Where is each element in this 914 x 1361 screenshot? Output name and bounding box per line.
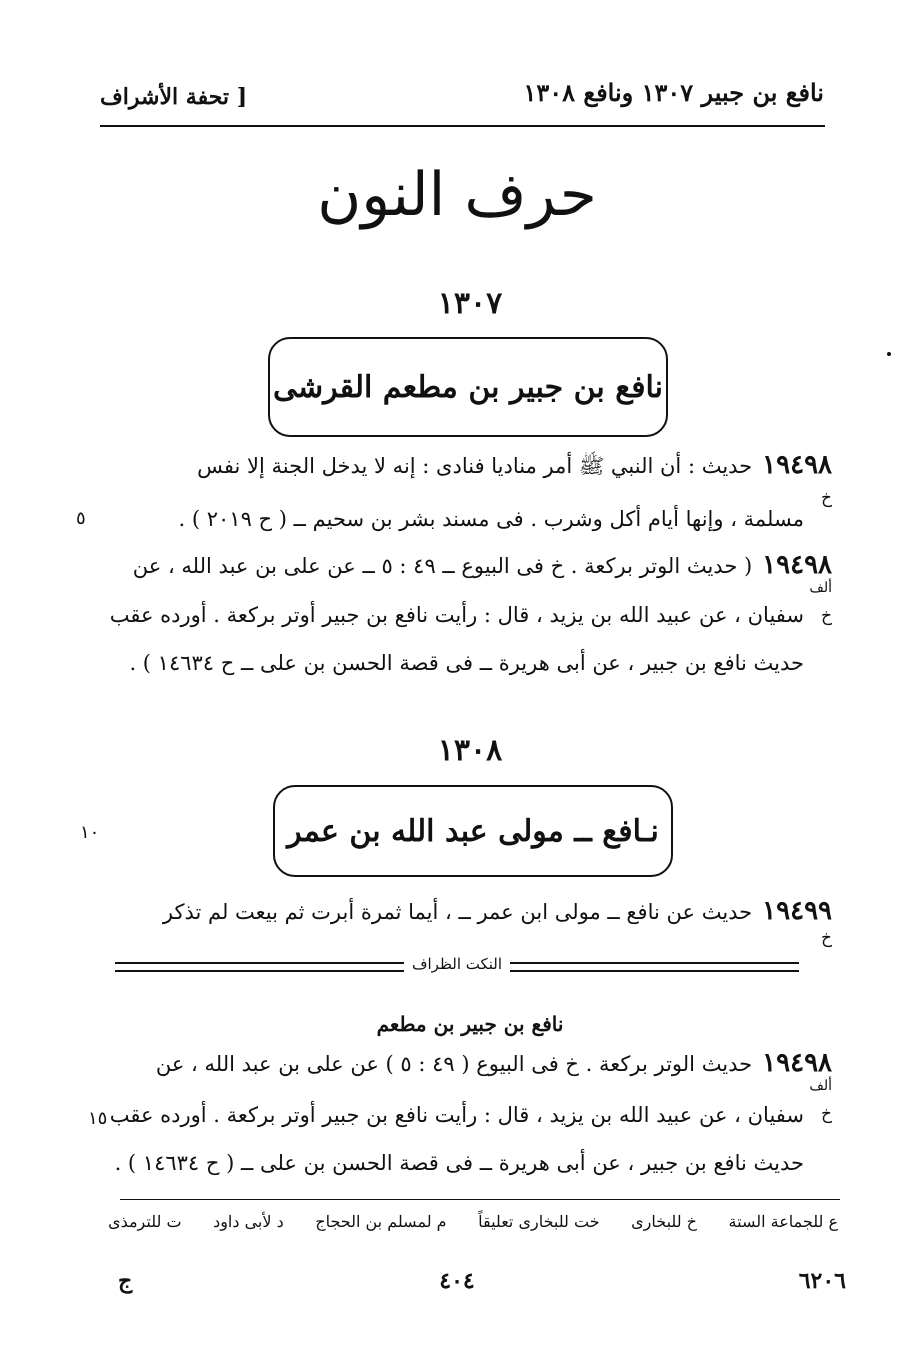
hadith-text: ( حديث الوتر بركعة . خ فى البيوع ــ ٤٩ : ٥ ــ عن على بن عبد الله ، عن <box>132 554 753 578</box>
source-marker: خ <box>821 488 832 508</box>
hadith-text: حديث : أن النبي ﷺ أمر مناديا فنادى : إنه لا يدخل الجنة إلا نفس <box>197 454 753 478</box>
narrator-name: نـافع ــ مولى عبد الله بن عمر <box>287 813 659 849</box>
legend-item: خ للبخارى <box>631 1212 697 1231</box>
hadith-entry-line <box>102 1048 832 1079</box>
hadith-entry-line: سفيان ، عن عبيد الله بن يزيد ، قال : رأيت نافع بن جبير أوتر بركعة . أورده عقب <box>109 1103 804 1127</box>
hadith-entry-line: سفيان ، عن عبيد الله بن يزيد ، قال : رأيت نافع بن جبير أوتر بركعة . أورده عقب <box>109 603 804 627</box>
source-marker: خ <box>821 1104 832 1124</box>
hadith-number: ١٩٤٩٨ <box>762 450 832 480</box>
hadith-entry-line <box>102 896 832 927</box>
section-divider-label <box>0 954 914 973</box>
section-number: ١٣٠٨ <box>437 733 503 768</box>
hadith-text: حديث الوتر بركعة . خ فى البيوع ( ٤٩ : ٥ ) عن على بن عبد الله ، عن <box>155 1052 753 1076</box>
legend-item: ع للجماعة الستة <box>728 1212 838 1231</box>
hadith-number: ١٩٤٩٨ <box>762 1048 832 1078</box>
narrator-name-box <box>268 337 668 437</box>
narrator-name-box <box>273 785 673 877</box>
section-number: ١٣٠٧ <box>437 286 503 321</box>
legend-item: خت للبخارى تعليقاً <box>478 1212 600 1231</box>
legend-item: ت للترمذى <box>108 1212 182 1231</box>
hadith-entry-line <box>102 450 832 481</box>
subheading: نافع بن جبير بن مطعم <box>376 1012 564 1036</box>
source-marker-top: ألف <box>809 1078 832 1094</box>
margin-line-number: ١٠ <box>80 822 100 843</box>
legend-item: د لأبى داود <box>213 1212 284 1231</box>
source-marker-top: ألف <box>809 580 832 596</box>
header-rule <box>100 125 825 127</box>
chapter-title: حرف النون <box>317 160 597 230</box>
margin-line-number: ٥ <box>76 508 86 529</box>
narrator-name: نافع بن جبير بن مطعم القرشى <box>272 369 664 405</box>
folio-right: ٦٢٠٦ <box>798 1268 846 1294</box>
running-head-right: نافع بن جبير ١٣٠٧ ونافع ١٣٠٨ <box>523 78 824 107</box>
hadith-entry-line <box>102 550 832 581</box>
hadith-text: حديث عن نافع ــ مولى ابن عمر ــ ، أيما ثمرة أبرت ثم بيعت لم تذكر <box>162 900 753 924</box>
hadith-entry-line: حديث نافع بن جبير ، عن أبى هريرة ــ فى قصة الحسن بن على ــ ( ح ١٤٦٣٤ ) . <box>114 1151 804 1175</box>
folio-left: ج <box>118 1268 133 1294</box>
source-marker: خ <box>821 606 832 626</box>
hadith-number: ١٩٤٩٩ <box>762 896 832 926</box>
legend-item: م لمسلم بن الحجاج <box>315 1212 447 1231</box>
page-number: ٤٠٤ <box>439 1268 475 1294</box>
stray-dot <box>887 352 891 356</box>
footer-rule <box>120 1199 840 1200</box>
source-marker: خ <box>821 928 832 948</box>
hadith-number: ١٩٤٩٨ <box>762 550 832 580</box>
abbreviation-legend <box>108 1212 838 1231</box>
hadith-entry-line: مسلمة ، وإنها أيام أكل وشرب . فى مسند بشر بن سحيم ــ ( ح ٢٠١٩ ) . <box>178 507 804 531</box>
margin-line-number: ١٥ <box>88 1108 108 1129</box>
divider-label-text: النكت الظراف <box>404 955 510 973</box>
running-head-left: [ تحفة الأشراف <box>100 84 248 110</box>
hadith-entry-line: حديث نافع بن جبير ، عن أبى هريرة ــ فى قصة الحسن بن على ــ ح ١٤٦٣٤ ) . <box>129 651 804 675</box>
